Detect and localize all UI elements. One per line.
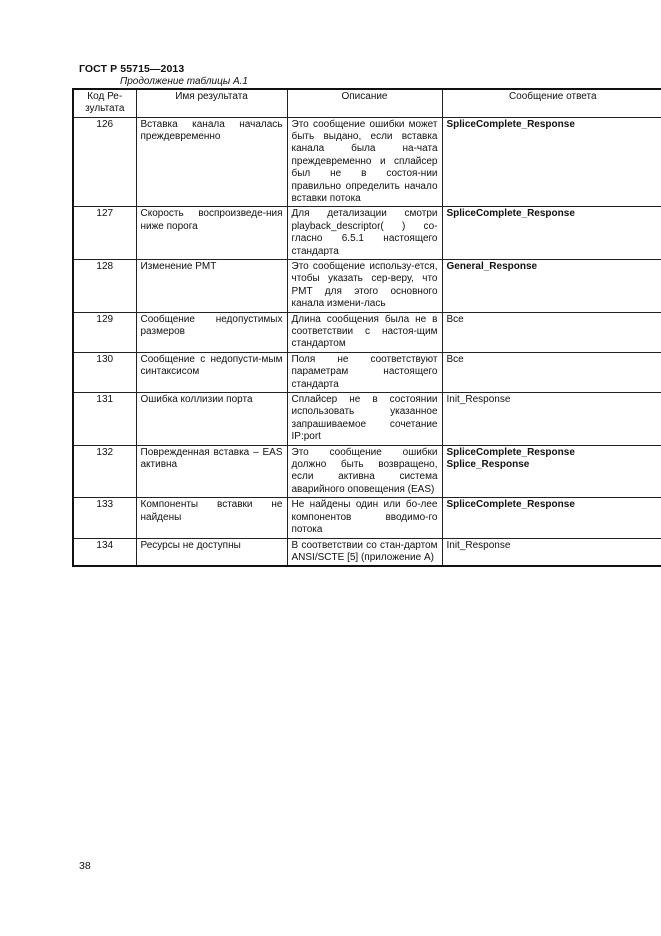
- document-header: ГОСТ Р 55715—2013: [79, 63, 185, 75]
- result-name-cell: Поврежденная вставка – EAS активна: [136, 445, 287, 498]
- table-caption: Продолжение таблицы А.1: [120, 76, 248, 87]
- table-row: [73, 117, 661, 207]
- table-row: [73, 352, 661, 392]
- table-row: [73, 393, 661, 446]
- result-name-cell: Ошибка коллизии порта: [136, 393, 287, 446]
- description-cell: Это сообщение использу-ется, чтобы указать сер-веру, что PMT для этого основного канала измени-лась: [287, 259, 442, 312]
- column-header-response: Сообщение ответа: [442, 89, 661, 117]
- result-name-cell: Сообщение с недопусти-мым синтаксисом: [136, 352, 287, 392]
- table-row: [73, 312, 661, 352]
- result-code-cell: 126: [73, 117, 136, 207]
- result-name-cell: Изменение PMT: [136, 259, 287, 312]
- result-code-cell: 128: [73, 259, 136, 312]
- description-cell: Не найдены один или бо-лее компонентов вводимо-го потока: [287, 498, 442, 538]
- table-row: [73, 538, 661, 566]
- results-table: [72, 88, 661, 567]
- result-code-cell: 134: [73, 538, 136, 566]
- description-cell: Для детализации смотри playback_descriptor( ) со-гласно 6.5.1 настоящего стандарта: [287, 207, 442, 260]
- response-message-cell: SpliceComplete_Response: [442, 117, 661, 207]
- table-header-row: [73, 89, 661, 117]
- description-cell: Это сообщение ошибки может быть выдано, если вставка канала была на-чата преждевременно и сплайсер был не в состоя-нии правильно определить начало вставки потока: [287, 117, 442, 207]
- table-row: [73, 259, 661, 312]
- result-code-cell: 129: [73, 312, 136, 352]
- result-code-cell: 131: [73, 393, 136, 446]
- response-message-cell: SpliceComplete_Response: [442, 498, 661, 538]
- page-number: 38: [79, 860, 91, 872]
- response-message-cell: SpliceComplete_Response: [442, 207, 661, 260]
- result-code-cell: 127: [73, 207, 136, 260]
- result-name-cell: Ресурсы не доступны: [136, 538, 287, 566]
- response-message-cell: General_Response: [442, 259, 661, 312]
- description-cell: В соответствии со стан-дартом ANSI/SCTE [5] (приложение А): [287, 538, 442, 566]
- response-message-cell: Все: [442, 312, 661, 352]
- response-message-cell: Init_Response: [442, 393, 661, 446]
- response-message-cell: Все: [442, 352, 661, 392]
- column-header-name: Имя результата: [136, 89, 287, 117]
- column-header-description: Описание: [287, 89, 442, 117]
- result-name-cell: Вставка канала началась преждевременно: [136, 117, 287, 207]
- response-message-cell: Init_Response: [442, 538, 661, 566]
- table-row: [73, 498, 661, 538]
- response-message-cell: SpliceComplete_Response Splice_Response: [442, 445, 661, 498]
- result-code-cell: 132: [73, 445, 136, 498]
- result-name-cell: Сообщение недопустимых размеров: [136, 312, 287, 352]
- result-code-cell: 130: [73, 352, 136, 392]
- result-name-cell: Компоненты вставки не найдены: [136, 498, 287, 538]
- table-row: [73, 445, 661, 498]
- description-cell: Длина сообщения была не в соответствии с настоя-щим стандартом: [287, 312, 442, 352]
- description-cell: Это сообщение ошибки должно быть возвращено, если активна система аварийного оповещения (EAS): [287, 445, 442, 498]
- column-header-code: Код Ре- зультата: [73, 89, 136, 117]
- result-code-cell: 133: [73, 498, 136, 538]
- table-row: [73, 207, 661, 260]
- result-name-cell: Скорость воспроизведе-ния ниже порога: [136, 207, 287, 260]
- description-cell: Сплайсер не в состоянии использовать указанное запрашиваемое сочетание IP:port: [287, 393, 442, 446]
- description-cell: Поля не соответствуют параметрам настоящего стандарта: [287, 352, 442, 392]
